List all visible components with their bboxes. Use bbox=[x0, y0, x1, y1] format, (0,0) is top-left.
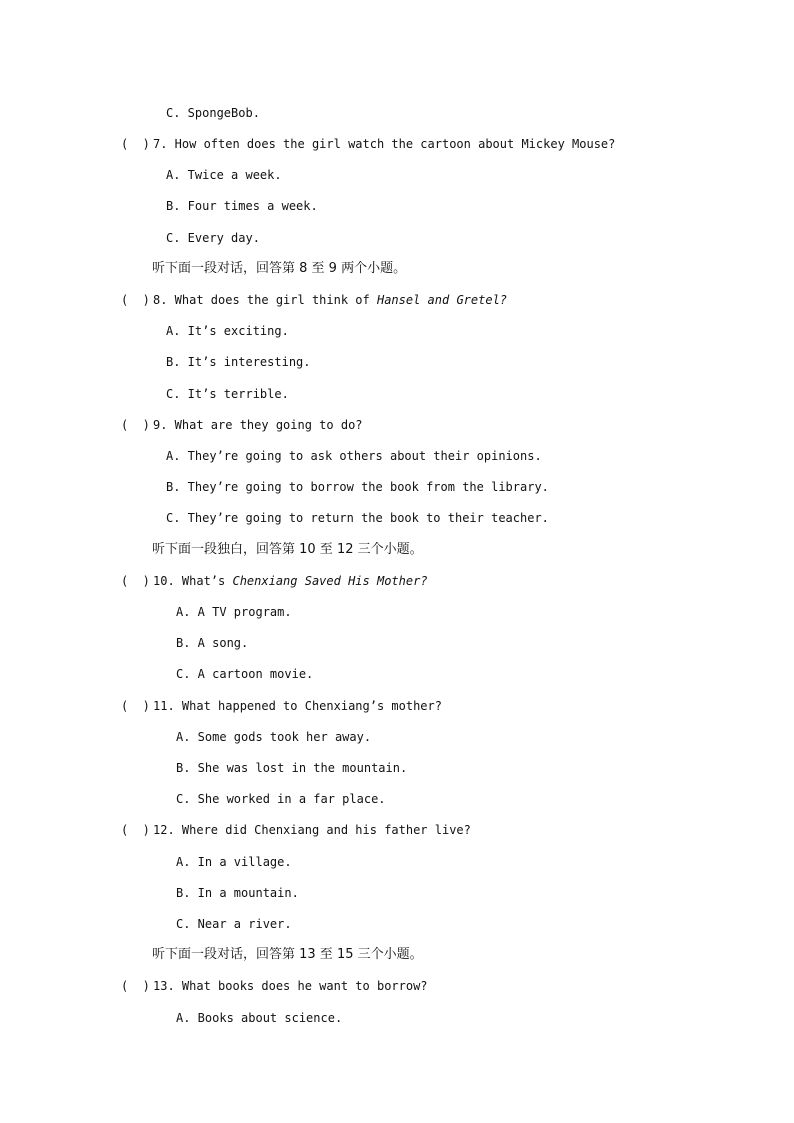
option-10a: A. A TV program. bbox=[176, 605, 292, 619]
question-12-text: 12. Where did Chenxiang and his father live? bbox=[153, 823, 471, 837]
option-7c: C. Every day. bbox=[166, 231, 260, 245]
question-10-text: 10. What’s bbox=[153, 574, 233, 588]
option-12c: C. Near a river. bbox=[176, 917, 292, 931]
question-10-title: Chenxiang Saved His Mother? bbox=[232, 574, 428, 588]
question-7-text: 7. How often does the girl watch the cartoon about Mickey Mouse? bbox=[153, 137, 616, 151]
question-12 bbox=[121, 822, 471, 838]
option-12a: A. In a village. bbox=[176, 855, 292, 869]
option-12b: B. In a mountain. bbox=[176, 886, 299, 900]
question-8-title: Hansel and Gretel? bbox=[376, 293, 508, 307]
question-8 bbox=[121, 292, 507, 308]
section-instruction-1: 听下面一段对话，回答第 8 至 9 两个小题。 bbox=[152, 261, 407, 276]
option-6c: C. SpongeBob. bbox=[166, 106, 260, 120]
question-11 bbox=[121, 698, 442, 714]
question-7 bbox=[121, 136, 615, 152]
option-9b: B. They’re going to borrow the book from the library. bbox=[166, 480, 549, 494]
answer-blank: ( ) bbox=[121, 574, 150, 588]
answer-blank: ( ) bbox=[121, 699, 150, 713]
section-instruction-3: 听下面一段对话，回答第 13 至 15 三个小题。 bbox=[152, 947, 423, 962]
option-13a: A. Books about science. bbox=[176, 1011, 343, 1025]
question-11-text: 11. What happened to Chenxiang’s mother? bbox=[153, 699, 442, 713]
option-8b: B. It’s interesting. bbox=[166, 355, 311, 369]
question-13-text: 13. What books does he want to borrow? bbox=[153, 979, 428, 993]
question-8-text: 8. What does the girl think of bbox=[153, 293, 377, 307]
answer-blank: ( ) bbox=[121, 979, 150, 993]
question-10 bbox=[121, 573, 428, 589]
option-8c: C. It’s terrible. bbox=[166, 387, 289, 401]
option-7b: B. Four times a week. bbox=[166, 199, 318, 213]
option-8a: A. It’s exciting. bbox=[166, 324, 289, 338]
question-9 bbox=[121, 417, 363, 433]
answer-blank: ( ) bbox=[121, 137, 150, 151]
answer-blank: ( ) bbox=[121, 418, 150, 432]
section-instruction-2: 听下面一段独白，回答第 10 至 12 三个小题。 bbox=[152, 542, 423, 557]
option-10c: C. A cartoon movie. bbox=[176, 667, 314, 681]
option-7a: A. Twice a week. bbox=[166, 168, 282, 182]
question-13 bbox=[121, 978, 428, 994]
option-10b: B. A song. bbox=[176, 636, 249, 650]
answer-blank: ( ) bbox=[121, 293, 150, 307]
option-11a: A. Some gods took her away. bbox=[176, 730, 372, 744]
answer-blank: ( ) bbox=[121, 823, 150, 837]
option-11b: B. She was lost in the mountain. bbox=[176, 761, 408, 775]
option-9c: C. They’re going to return the book to their teacher. bbox=[166, 511, 549, 525]
option-9a: A. They’re going to ask others about their opinions. bbox=[166, 449, 542, 463]
option-11c: C. She worked in a far place. bbox=[176, 792, 386, 806]
question-9-text: 9. What are they going to do? bbox=[153, 418, 363, 432]
